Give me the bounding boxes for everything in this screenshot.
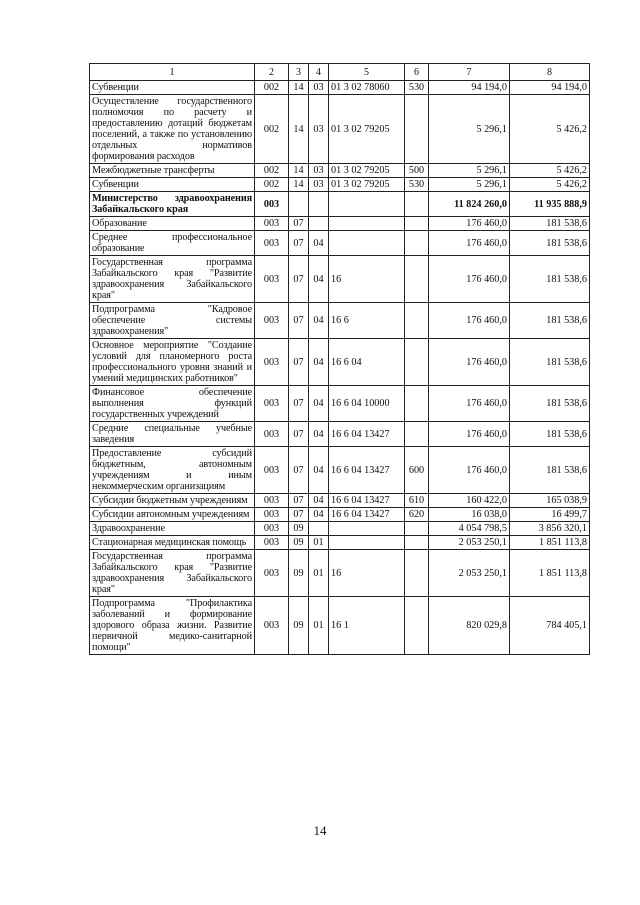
amount-year1-cell: 176 460,0 — [429, 339, 510, 386]
row-name-cell: Субсидии автономным учреждениям — [90, 508, 255, 522]
section-code-cell: 14 — [289, 95, 309, 164]
chapter-code-cell: 002 — [255, 178, 289, 192]
expense-type-cell: 620 — [405, 508, 429, 522]
target-article-cell: 16 6 04 13427 — [329, 508, 405, 522]
chapter-code-cell: 003 — [255, 339, 289, 386]
header-cell: 7 — [429, 64, 510, 81]
amount-year1-cell: 11 824 260,0 — [429, 192, 510, 217]
section-code-cell: 07 — [289, 256, 309, 303]
subsection-code-cell: 03 — [309, 164, 329, 178]
subsection-code-cell: 04 — [309, 386, 329, 422]
table-row — [90, 192, 590, 217]
section-code-cell: 07 — [289, 386, 309, 422]
header-cell: 6 — [405, 64, 429, 81]
target-article-cell: 16 6 04 13427 — [329, 494, 405, 508]
amount-year2-cell: 181 538,6 — [510, 447, 590, 494]
target-article-cell: 16 6 04 10000 — [329, 386, 405, 422]
section-code-cell: 07 — [289, 303, 309, 339]
header-cell: 4 — [309, 64, 329, 81]
amount-year1-cell: 176 460,0 — [429, 217, 510, 231]
table-row — [90, 536, 590, 550]
table-row — [90, 494, 590, 508]
expense-type-cell — [405, 303, 429, 339]
budget-table — [89, 63, 590, 655]
amount-year1-cell: 176 460,0 — [429, 422, 510, 447]
amount-year2-cell: 165 038,9 — [510, 494, 590, 508]
expense-type-cell — [405, 95, 429, 164]
expense-type-cell — [405, 339, 429, 386]
row-name-cell: Предоставление субсидий бюджетным, автономным учреждениям и иным некоммерческим организациям — [90, 447, 255, 494]
amount-year2-cell: 181 538,6 — [510, 386, 590, 422]
section-code-cell: 07 — [289, 339, 309, 386]
amount-year2-cell: 181 538,6 — [510, 231, 590, 256]
chapter-code-cell: 002 — [255, 81, 289, 95]
chapter-code-cell: 003 — [255, 386, 289, 422]
target-article-cell: 01 3 02 79205 — [329, 178, 405, 192]
subsection-code-cell: 04 — [309, 231, 329, 256]
row-name-cell: Стационарная медицинская помощь — [90, 536, 255, 550]
table-row — [90, 550, 590, 597]
target-article-cell — [329, 536, 405, 550]
table-row — [90, 81, 590, 95]
row-name-cell: Министерство здравоохранения Забайкальского края — [90, 192, 255, 217]
chapter-code-cell: 003 — [255, 536, 289, 550]
chapter-code-cell: 003 — [255, 217, 289, 231]
subsection-code-cell: 01 — [309, 550, 329, 597]
section-code-cell — [289, 192, 309, 217]
amount-year1-cell: 5 296,1 — [429, 164, 510, 178]
chapter-code-cell: 003 — [255, 494, 289, 508]
subsection-code-cell: 04 — [309, 303, 329, 339]
section-code-cell: 09 — [289, 550, 309, 597]
row-name-cell: Субвенции — [90, 178, 255, 192]
expense-type-cell — [405, 597, 429, 655]
section-code-cell: 09 — [289, 536, 309, 550]
subsection-code-cell: 04 — [309, 339, 329, 386]
section-code-cell: 07 — [289, 508, 309, 522]
amount-year1-cell: 176 460,0 — [429, 231, 510, 256]
section-code-cell: 14 — [289, 81, 309, 95]
subsection-code-cell: 03 — [309, 81, 329, 95]
target-article-cell: 16 — [329, 550, 405, 597]
expense-type-cell — [405, 536, 429, 550]
target-article-cell: 16 6 04 — [329, 339, 405, 386]
chapter-code-cell: 003 — [255, 508, 289, 522]
row-name-cell: Финансовое обеспечение выполнения функций государственных учреждений — [90, 386, 255, 422]
chapter-code-cell: 002 — [255, 164, 289, 178]
expense-type-cell: 610 — [405, 494, 429, 508]
subsection-code-cell: 04 — [309, 422, 329, 447]
amount-year2-cell: 5 426,2 — [510, 164, 590, 178]
table-body — [90, 64, 590, 655]
subsection-code-cell: 03 — [309, 95, 329, 164]
chapter-code-cell: 003 — [255, 192, 289, 217]
table-row — [90, 447, 590, 494]
row-name-cell: Субвенции — [90, 81, 255, 95]
chapter-code-cell: 003 — [255, 447, 289, 494]
subsection-code-cell: 03 — [309, 178, 329, 192]
subsection-code-cell: 04 — [309, 508, 329, 522]
target-article-cell — [329, 217, 405, 231]
header-cell: 3 — [289, 64, 309, 81]
subsection-code-cell — [309, 217, 329, 231]
column-number-header-row — [90, 64, 590, 81]
amount-year2-cell: 181 538,6 — [510, 217, 590, 231]
amount-year2-cell: 16 499,7 — [510, 508, 590, 522]
header-cell: 1 — [90, 64, 255, 81]
row-name-cell: Основное мероприятие "Создание условий для планомерного роста профессионального уровня знаний и умений медицинских работников" — [90, 339, 255, 386]
expense-type-cell: 530 — [405, 81, 429, 95]
subsection-code-cell: 01 — [309, 536, 329, 550]
row-name-cell: Государственная программа Забайкальского края "Развитие здравоохранения Забайкальского края" — [90, 256, 255, 303]
table-row — [90, 178, 590, 192]
chapter-code-cell: 003 — [255, 256, 289, 303]
row-name-cell: Государственная программа Забайкальского края "Развитие здравоохранения Забайкальского края" — [90, 550, 255, 597]
header-cell: 2 — [255, 64, 289, 81]
amount-year1-cell: 176 460,0 — [429, 386, 510, 422]
target-article-cell: 16 6 04 13427 — [329, 447, 405, 494]
subsection-code-cell: 04 — [309, 447, 329, 494]
table-row — [90, 256, 590, 303]
header-cell: 5 — [329, 64, 405, 81]
row-name-cell: Осуществление государственного полномочия по расчету и предоставлению дотаций бюджетам поселений, а также по установлению отдельных нормативов формирования расходов — [90, 95, 255, 164]
target-article-cell — [329, 231, 405, 256]
amount-year2-cell: 94 194,0 — [510, 81, 590, 95]
expense-type-cell — [405, 256, 429, 303]
target-article-cell: 01 3 02 78060 — [329, 81, 405, 95]
table-row — [90, 508, 590, 522]
table-row — [90, 95, 590, 164]
amount-year2-cell: 1 851 113,8 — [510, 550, 590, 597]
subsection-code-cell: 01 — [309, 597, 329, 655]
section-code-cell: 07 — [289, 231, 309, 256]
amount-year1-cell: 5 296,1 — [429, 95, 510, 164]
header-cell: 8 — [510, 64, 590, 81]
table-row — [90, 217, 590, 231]
amount-year1-cell: 820 029,8 — [429, 597, 510, 655]
amount-year2-cell: 5 426,2 — [510, 178, 590, 192]
table-row — [90, 339, 590, 386]
target-article-cell — [329, 522, 405, 536]
amount-year2-cell: 181 538,6 — [510, 422, 590, 447]
expense-type-cell — [405, 386, 429, 422]
expense-type-cell — [405, 217, 429, 231]
amount-year1-cell: 2 053 250,1 — [429, 550, 510, 597]
row-name-cell: Субсидии бюджетным учреждениям — [90, 494, 255, 508]
expense-type-cell: 600 — [405, 447, 429, 494]
table-row — [90, 164, 590, 178]
subsection-code-cell: 04 — [309, 494, 329, 508]
section-code-cell: 07 — [289, 494, 309, 508]
target-article-cell: 01 3 02 79205 — [329, 164, 405, 178]
expense-type-cell: 530 — [405, 178, 429, 192]
amount-year1-cell: 176 460,0 — [429, 303, 510, 339]
expense-type-cell — [405, 231, 429, 256]
chapter-code-cell: 003 — [255, 597, 289, 655]
row-name-cell: Среднее профессиональное образование — [90, 231, 255, 256]
amount-year2-cell: 1 851 113,8 — [510, 536, 590, 550]
amount-year1-cell: 176 460,0 — [429, 256, 510, 303]
section-code-cell: 14 — [289, 164, 309, 178]
target-article-cell: 16 1 — [329, 597, 405, 655]
expense-type-cell — [405, 550, 429, 597]
row-name-cell: Подпрограмма "Профилактика заболеваний и формирование здорового образа жизни. Развитие первичной медико-санитарной помощи" — [90, 597, 255, 655]
target-article-cell: 01 3 02 79205 — [329, 95, 405, 164]
table-row — [90, 386, 590, 422]
target-article-cell: 16 6 04 13427 — [329, 422, 405, 447]
expense-type-cell — [405, 522, 429, 536]
table-row — [90, 303, 590, 339]
section-code-cell: 07 — [289, 422, 309, 447]
table-row — [90, 522, 590, 536]
amount-year1-cell: 160 422,0 — [429, 494, 510, 508]
chapter-code-cell: 003 — [255, 231, 289, 256]
chapter-code-cell: 003 — [255, 303, 289, 339]
expense-type-cell — [405, 422, 429, 447]
amount-year1-cell: 5 296,1 — [429, 178, 510, 192]
row-name-cell: Средние специальные учебные заведения — [90, 422, 255, 447]
chapter-code-cell: 003 — [255, 522, 289, 536]
section-code-cell: 09 — [289, 522, 309, 536]
subsection-code-cell — [309, 192, 329, 217]
chapter-code-cell: 002 — [255, 95, 289, 164]
expense-type-cell — [405, 192, 429, 217]
amount-year2-cell: 181 538,6 — [510, 256, 590, 303]
section-code-cell: 14 — [289, 178, 309, 192]
amount-year2-cell: 11 935 888,9 — [510, 192, 590, 217]
section-code-cell: 07 — [289, 447, 309, 494]
table-row — [90, 597, 590, 655]
section-code-cell: 07 — [289, 217, 309, 231]
amount-year2-cell: 181 538,6 — [510, 303, 590, 339]
chapter-code-cell: 003 — [255, 422, 289, 447]
amount-year2-cell: 784 405,1 — [510, 597, 590, 655]
row-name-cell: Межбюджетные трансферты — [90, 164, 255, 178]
target-article-cell — [329, 192, 405, 217]
amount-year2-cell: 3 856 320,1 — [510, 522, 590, 536]
amount-year1-cell: 94 194,0 — [429, 81, 510, 95]
amount-year1-cell: 2 053 250,1 — [429, 536, 510, 550]
amount-year2-cell: 181 538,6 — [510, 339, 590, 386]
row-name-cell: Образование — [90, 217, 255, 231]
subsection-code-cell — [309, 522, 329, 536]
subsection-code-cell: 04 — [309, 256, 329, 303]
amount-year2-cell: 5 426,2 — [510, 95, 590, 164]
row-name-cell: Здравоохранение — [90, 522, 255, 536]
page-number: 14 — [313, 823, 327, 838]
expense-type-cell: 500 — [405, 164, 429, 178]
amount-year1-cell: 176 460,0 — [429, 447, 510, 494]
table-row — [90, 231, 590, 256]
section-code-cell: 09 — [289, 597, 309, 655]
table-row — [90, 422, 590, 447]
amount-year1-cell: 4 054 798,5 — [429, 522, 510, 536]
target-article-cell: 16 — [329, 256, 405, 303]
row-name-cell: Подпрограмма "Кадровое обеспечение системы здравоохранения" — [90, 303, 255, 339]
amount-year1-cell: 16 038,0 — [429, 508, 510, 522]
chapter-code-cell: 003 — [255, 550, 289, 597]
target-article-cell: 16 6 — [329, 303, 405, 339]
